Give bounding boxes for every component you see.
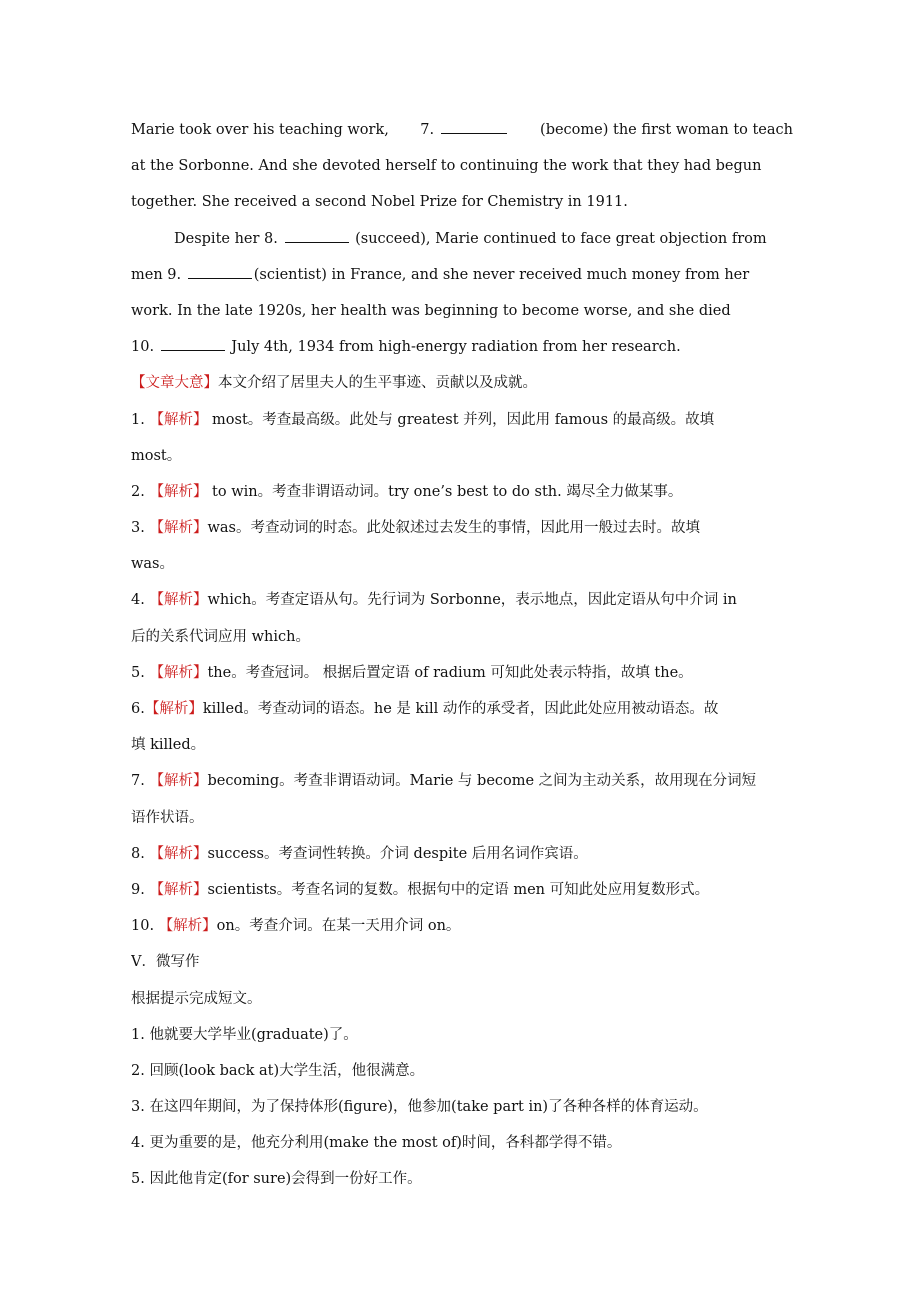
prompt-item-4: 4. 更为重要的是，他充分利用(make the most of)时间，各科都学得不错。 <box>131 1135 622 1152</box>
answer-5 <box>131 655 793 691</box>
answer-text: was。考查动词的时态。此处叙述过去发生的事情，因此用一般过去时。故填 <box>207 520 700 537</box>
answer-text: which。考查定语从句。先行词为 Sorbonne，表示地点，因此定语从句中介词 in <box>207 592 737 609</box>
blank-9 <box>188 277 252 279</box>
passage-line-4 <box>131 221 793 257</box>
passage-text: July 4th, 1934 from high-energy radiation from her research. <box>231 339 681 356</box>
answer-number: 1. <box>131 411 145 428</box>
blank-number: 7. <box>420 122 435 138</box>
answer-tag: 【解析】 <box>158 918 217 935</box>
answer-1 <box>131 402 793 438</box>
answer-7-cont: 语作状语。 <box>131 809 204 826</box>
prompt-item-1: 1. 他就要大学毕业(graduate)了。 <box>131 1026 358 1043</box>
passage-text: 10. <box>131 339 155 356</box>
answer-4 <box>131 582 793 618</box>
passage-line-5 <box>131 257 793 293</box>
answer-text: success。考查词性转换。介词 despite 后用名词作宾语。 <box>207 845 588 862</box>
passage-text: (scientist) in France, and she never received much money from her <box>253 266 750 283</box>
passage-line-1 <box>131 112 793 148</box>
answer-tag: 【解析】 <box>149 411 208 428</box>
answer-8 <box>131 836 793 872</box>
answer-number: 2. <box>131 483 145 500</box>
answer-text: on。考查介词。在某一天用介词 on。 <box>216 918 461 935</box>
passage-text: (succeed), Marie continued to face great objection from <box>355 230 767 247</box>
answer-number: 10. <box>131 918 155 935</box>
answer-tag: 【解析】 <box>149 845 208 862</box>
answer-text: most。考查最高级。此处与 greatest 并列，因此用 famous 的最高级。故填 <box>207 411 715 428</box>
answer-text: becoming。考查非谓语动词。Marie 与 become 之间为主动关系，故用现在分词短 <box>207 773 757 790</box>
section-instruction: 根据提示完成短文。 <box>131 990 262 1007</box>
answer-text: the。考查冠词。 根据后置定语 of radium 可知此处表示特指，故填 the。 <box>207 664 693 681</box>
answer-tag: 【解析】 <box>144 701 203 717</box>
answer-number: 6. <box>131 701 145 717</box>
blank-8 <box>285 241 349 243</box>
passage-line-2: at the Sorbonne. And she devoted herself to continuing the work that they had begun <box>131 158 762 175</box>
answer-1-cont: most。 <box>131 447 182 464</box>
answer-number: 3. <box>131 520 145 537</box>
passage-text: (become) the first woman to teach <box>540 122 793 138</box>
answer-3-cont: was。 <box>131 556 174 573</box>
answer-text: to win。考查非谓语动词。try one’s best to do sth. 竭尽全力做某事。 <box>207 483 683 500</box>
answer-tag: 【解析】 <box>149 592 208 609</box>
prompt-item-3: 3. 在这四年期间，为了保持体形(figure)，他参加(take part in)了各种各样的体育运动。 <box>131 1099 708 1116</box>
answer-tag: 【解析】 <box>149 520 208 537</box>
answer-6 <box>131 691 793 727</box>
blank-7-group <box>420 112 508 148</box>
answer-number: 9. <box>131 881 145 898</box>
answer-number: 5. <box>131 664 145 681</box>
answer-number: 4. <box>131 592 145 609</box>
answer-9 <box>131 872 793 908</box>
answer-10 <box>131 908 793 944</box>
document-body <box>131 112 793 1198</box>
answer-tag: 【解析】 <box>149 483 208 500</box>
passage-line-7 <box>131 329 793 365</box>
answer-4-cont: 后的关系代词应用 which。 <box>131 628 310 645</box>
passage-text: Despite her 8. <box>174 230 278 247</box>
blank-7 <box>441 132 507 134</box>
answer-tag: 【解析】 <box>149 773 208 790</box>
passage-line-6: work. In the late 1920s, her health was beginning to become worse, and she died <box>131 302 731 319</box>
answer-text: scientists。考查名词的复数。根据句中的定语 men 可知此处应用复数形式。 <box>207 881 710 898</box>
answer-number: 7. <box>131 773 145 790</box>
blank-10 <box>161 349 225 351</box>
answer-2 <box>131 474 793 510</box>
prompt-item-2: 2. 回顾(look back at)大学生活，他很满意。 <box>131 1062 425 1079</box>
answer-tag: 【解析】 <box>149 881 208 898</box>
passage-text: men 9. <box>131 266 182 283</box>
answer-7 <box>131 763 793 799</box>
passage-line-3: together. She received a second Nobel Prize for Chemistry in 1911. <box>131 194 628 211</box>
passage-text: Marie took over his teaching work, <box>131 122 389 138</box>
summary-tag: 【文章大意】 <box>131 375 218 392</box>
summary-text: 本文介绍了居里夫人的生平事迹、贡献以及成就。 <box>218 375 537 392</box>
prompt-item-5: 5. 因此他肯定(for sure)会得到一份好工作。 <box>131 1171 422 1188</box>
answer-tag: 【解析】 <box>149 664 208 681</box>
answer-3 <box>131 510 793 546</box>
answer-text: killed。考查动词的语态。he 是 kill 动作的承受者，因此此处应用被动语态。故 <box>202 701 719 717</box>
answer-6-cont: 填 killed。 <box>131 737 206 754</box>
section-heading: Ⅴ．微写作 <box>131 954 200 971</box>
answer-number: 8. <box>131 845 145 862</box>
summary-line <box>131 365 793 401</box>
